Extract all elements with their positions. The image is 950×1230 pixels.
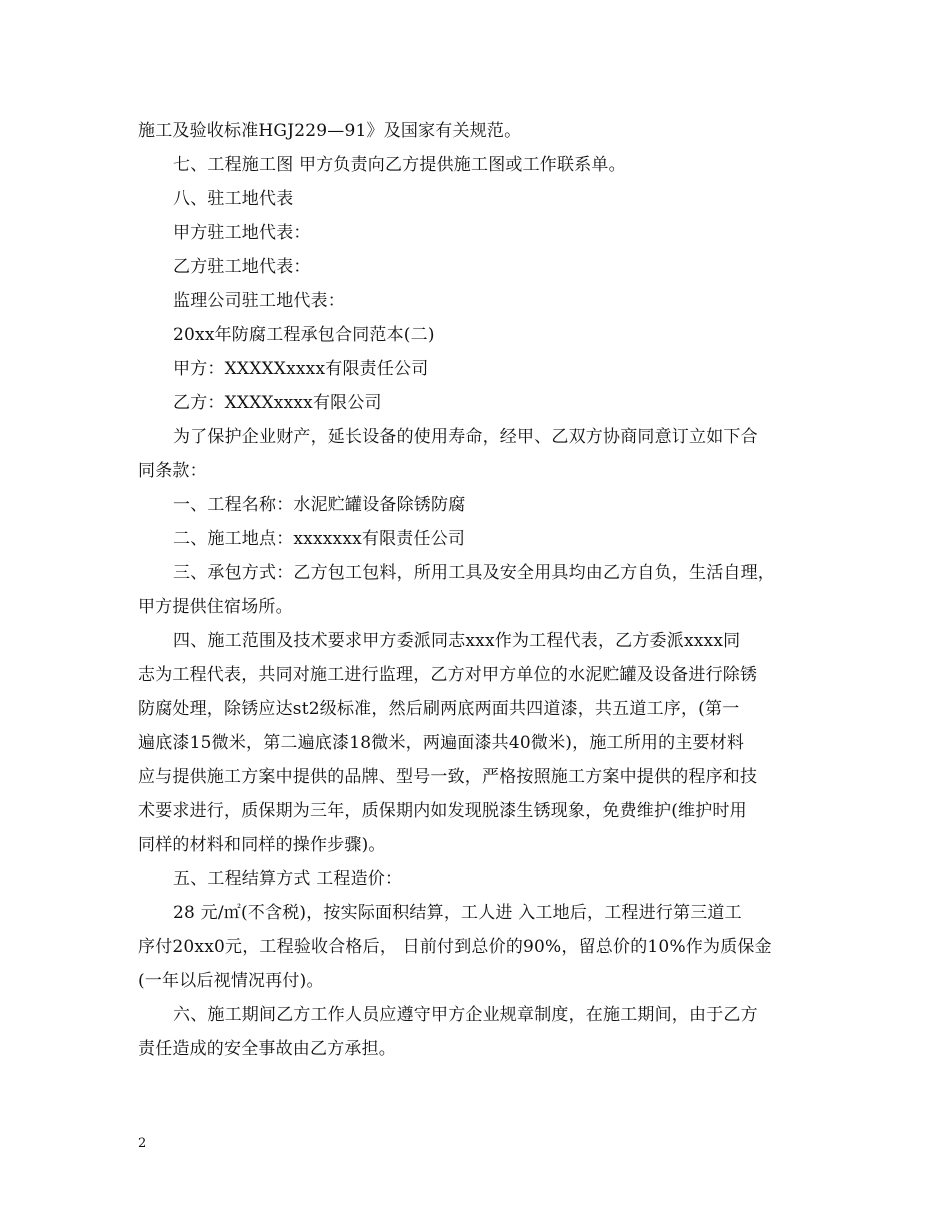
text-line: 应与提供施工方案中提供的品牌、型号一致，严格按照施工方案中提供的程序和技 [138,767,758,787]
text-line: 八、驻工地代表 [173,189,294,209]
text-line: 七、工程施工图 甲方负责向乙方提供施工图或工作联系单。 [173,155,626,175]
text-line: 甲方驻工地代表： [173,223,311,243]
text-line: 责任造成的安全事故由乙方承担。 [138,1039,396,1059]
text-line: 五、工程结算方式 工程造价： [173,869,403,889]
text-line: 为了保护企业财产，延长设备的使用寿命，经甲、乙双方协商同意订立如下合 [173,427,758,447]
text-line: 监理公司驻工地代表： [173,291,345,311]
text-line: 甲方提供住宿场所。 [138,597,293,617]
text-line: 四、施工范围及技术要求甲方委派同志xxx作为工程代表，乙方委派xxxx同 [173,631,741,651]
text-line: 乙方：XXXXxxxx有限公司 [173,393,382,413]
page-number: 2 [138,1136,147,1151]
text-line: (一年以后视情况再付)。 [138,971,324,991]
text-line: 施工及验收标准HGJ229—91》及国家有关规范。 [138,121,522,141]
text-line: 防腐处理，除锈应达st2级标准，然后刷两底两面共四道漆，共五道工序，(第一 [138,699,740,719]
document-body [138,114,818,1066]
text-line: 20xx年防腐工程承包合同范本(二) [173,325,435,345]
text-line: 三、承包方式：乙方包工包料，所用工具及安全用具均由乙方自负，生活自理， [173,563,775,583]
text-line: 六、施工期间乙方工作人员应遵守甲方企业规章制度，在施工期间，由于乙方 [173,1005,758,1025]
text-line: 序付20xx0元，工程验收合格后， 日前付到总价的90%，留总价的10%作为质保金 [138,937,772,957]
text-line: 一、工程名称：水泥贮罐设备除锈防腐 [173,495,466,515]
text-line: 二、施工地点：xxxxxxx有限责任公司 [173,529,466,549]
text-line: 同条款： [138,461,207,481]
text-line: 遍底漆15微米，第二遍底漆18微米，两遍面漆共40微米)，施工所用的主要材料 [138,733,745,753]
text-line: 同样的材料和同样的操作步骤)。 [138,835,386,855]
text-line: 28 元/㎡(不含税)，按实际面积结算，工人进 入工地后，工程进行第三道工 [173,903,742,923]
text-line: 乙方驻工地代表： [173,257,311,277]
text-line: 术要求进行，质保期为三年，质保期内如发现脱漆生锈现象，免费维护(维护时用 [138,801,747,821]
text-line: 志为工程代表，共同对施工进行监理，乙方对甲方单位的水泥贮罐及设备进行除锈 [138,665,758,685]
text-line: 甲方：XXXXXxxxx有限责任公司 [173,359,429,379]
